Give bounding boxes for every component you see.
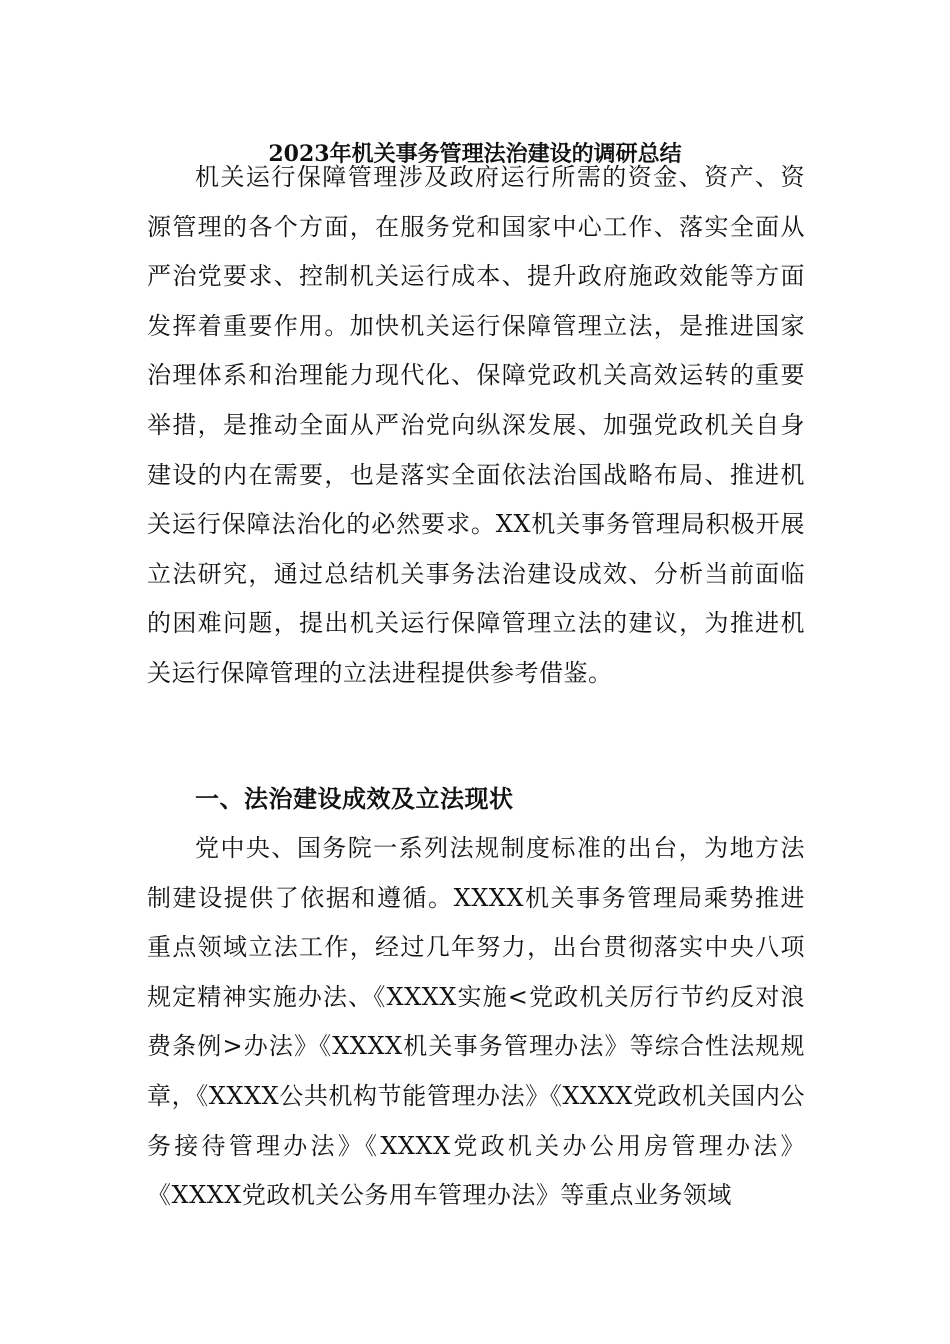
document-title: 2023年机关事务管理法治建设的调研总结	[268, 141, 682, 167]
intro-paragraph: 机关运行保障管理涉及政府运行所需的资金、资产、资源管理的各个方面，在服务党和国家中心工作、落实全面从严治党要求、控制机关运行成本、提升政府施政效能等方面发挥着重要作用。加快机关运行保障管理立法，是推进国家治理体系和治理能力现代化、保障党政机关高效运转的重要举措，是推动全面从严治党向纵深发展、加强党政机关自身建设的内在需要，也是落实全面依法治国战略布局、推进机关运行保障法治化的必然要求。XX机关事务管理局积极开展立法研究，通过总结机关事务法治建设成效、分析当前面临的困难问题，提出机关运行保障管理立法的建议，为推进机关运行保障管理的立法进程提供参考借鉴。	[147, 163, 805, 687]
section-paragraph: 党中央、国务院一系列法规制度标准的出台，为地方法制建设提供了依据和遵循。XXXX机关事务管理局乘势推进重点领域立法工作，经过几年努力，出台贯彻落实中央八项规定精神实施办法、《XXXX实施<党政机关厉行节约反对浪费条例>办法》《XXXX机关事务管理办法》等综合性法规规章，《XXXX公共机构节能管理办法》《XXXX党政机关国内公务接待管理办法》《XXXX党政机关办公用房管理办法》《XXXX党政机关公务用车管理办法》等重点业务领域	[147, 834, 805, 1210]
section-heading: 一、法治建设成效及立法现状	[195, 784, 514, 813]
